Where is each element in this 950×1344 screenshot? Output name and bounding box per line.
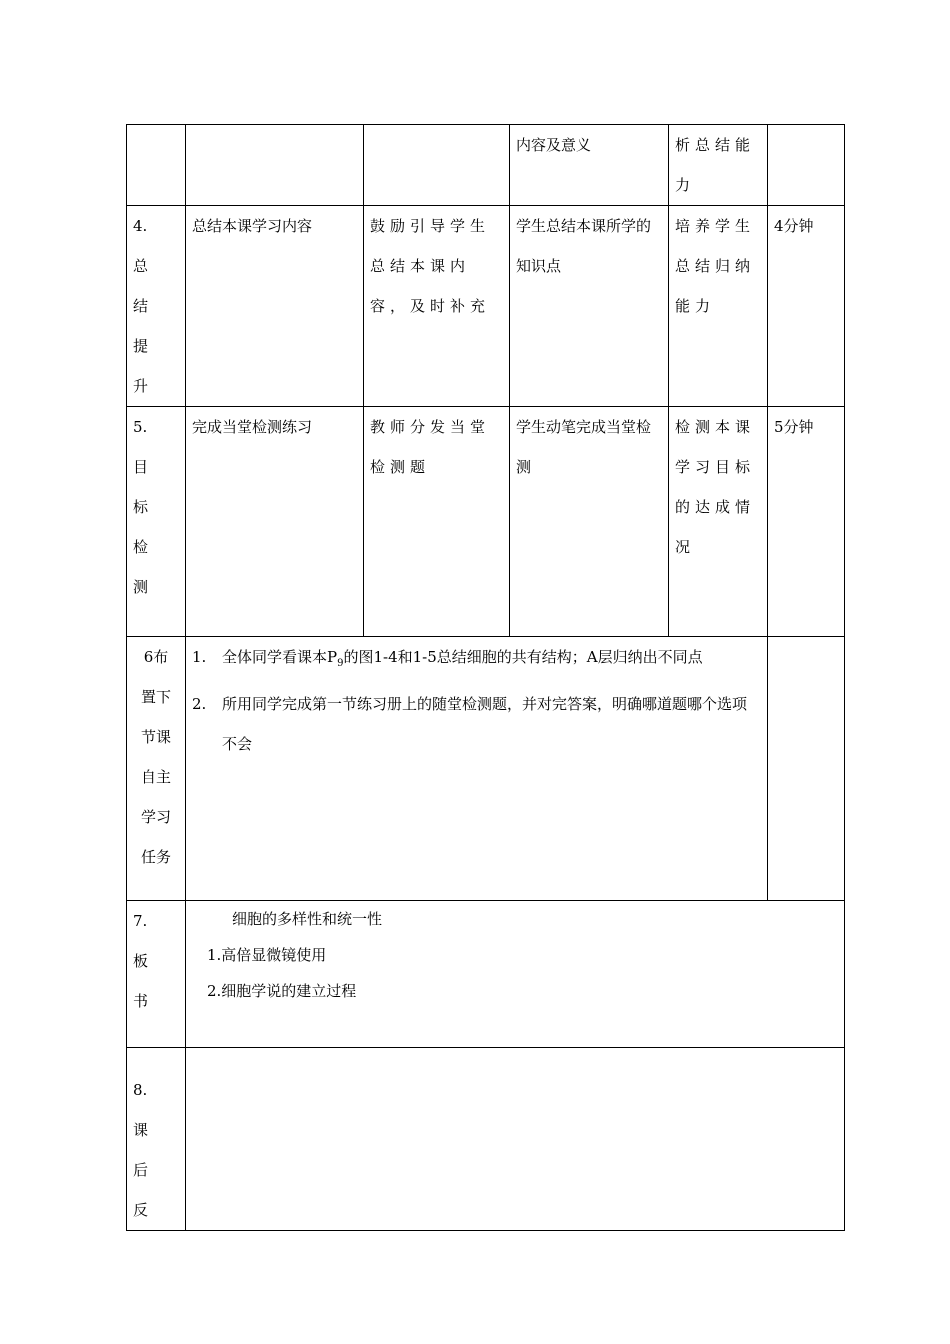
- step-label: 板: [133, 952, 149, 970]
- step-label: 提: [133, 337, 149, 355]
- step-label: 任务: [140, 848, 171, 866]
- step-cell: [127, 206, 186, 407]
- step-label: 6布: [143, 648, 169, 666]
- content-cell: [186, 125, 364, 206]
- intent-cell: [669, 125, 768, 206]
- homework-cell: [186, 637, 768, 901]
- lesson-plan-table: [126, 124, 845, 1231]
- step-label: 5.: [133, 418, 148, 436]
- board-item: 1.高倍显微镜使用: [207, 946, 327, 964]
- step-cell: [127, 407, 186, 637]
- table-row: [127, 206, 845, 407]
- step-cell: [127, 901, 186, 1048]
- homework-item: [192, 684, 761, 764]
- step-label: 节课: [140, 728, 171, 746]
- table-row: [127, 407, 845, 637]
- step-label: 8.: [133, 1081, 148, 1099]
- step-label: 4.: [133, 217, 148, 235]
- student-activity: 内容及意义: [516, 136, 592, 154]
- step-label: 后: [133, 1161, 149, 1179]
- step-cell: [127, 1048, 186, 1231]
- student-cell: 学生总结本课所学的知识点: [510, 206, 669, 407]
- homework-item: [192, 637, 761, 684]
- intent-line: 力: [675, 176, 696, 194]
- step-label: 自主: [140, 768, 171, 786]
- intent-line: 析总结能: [675, 136, 756, 154]
- student-cell: 学生动笔完成当堂检测: [510, 407, 669, 637]
- step-cell: [127, 637, 186, 901]
- intent-cell: 检测本课学习目标的达成情况: [669, 407, 768, 637]
- homework-number: 1.: [192, 648, 207, 666]
- table-row: [127, 1048, 845, 1231]
- teacher-cell: 鼓励引导学生总结本课内容，及时补充: [364, 206, 510, 407]
- content-cell: 总结本课学习内容: [186, 206, 364, 407]
- table-row: [127, 637, 845, 901]
- step-label: 结: [133, 297, 149, 315]
- table-row: [127, 125, 845, 206]
- step-label: 置下: [140, 688, 171, 706]
- teacher-cell: 教师分发当堂检测题: [364, 407, 510, 637]
- step-label: 升: [133, 377, 149, 395]
- student-cell: [510, 125, 669, 206]
- intent-cell: 培养学生总结归纳能力: [669, 206, 768, 407]
- board-item: 2.细胞学说的建立过程: [207, 982, 357, 1000]
- table-row: [127, 901, 845, 1048]
- blackboard-cell: [186, 901, 845, 1048]
- reflection-cell: [186, 1048, 845, 1231]
- time-cell: 5分钟: [768, 407, 845, 637]
- step-label: 课: [133, 1121, 149, 1139]
- teacher-cell: [364, 125, 510, 206]
- homework-text: 所用同学完成第一节练习册上的随堂检测题，并对完答案，明确哪道题哪个选项不会: [222, 695, 748, 753]
- step-label: 书: [133, 992, 149, 1010]
- homework-text: 全体同学看课本$P_9$的图1-4和1-5总结细胞的共有结构；A层归纳出不同点: [222, 648, 703, 669]
- step-label: 反: [133, 1201, 149, 1219]
- step-label: 标: [133, 498, 149, 516]
- step-label: 测: [133, 578, 149, 596]
- time-cell: [768, 637, 845, 901]
- board-title: 细胞的多样性和统一性: [232, 910, 383, 928]
- step-cell: [127, 125, 186, 206]
- content-cell: 完成当堂检测练习: [186, 407, 364, 637]
- step-label: 检: [133, 538, 149, 556]
- step-label: 学习: [140, 808, 171, 826]
- step-label: 7.: [133, 912, 148, 930]
- step-label: 目: [133, 458, 149, 476]
- step-label: 总: [133, 257, 149, 275]
- homework-number: 2.: [192, 695, 207, 713]
- time-cell: [768, 125, 845, 206]
- time-cell: 4分钟: [768, 206, 845, 407]
